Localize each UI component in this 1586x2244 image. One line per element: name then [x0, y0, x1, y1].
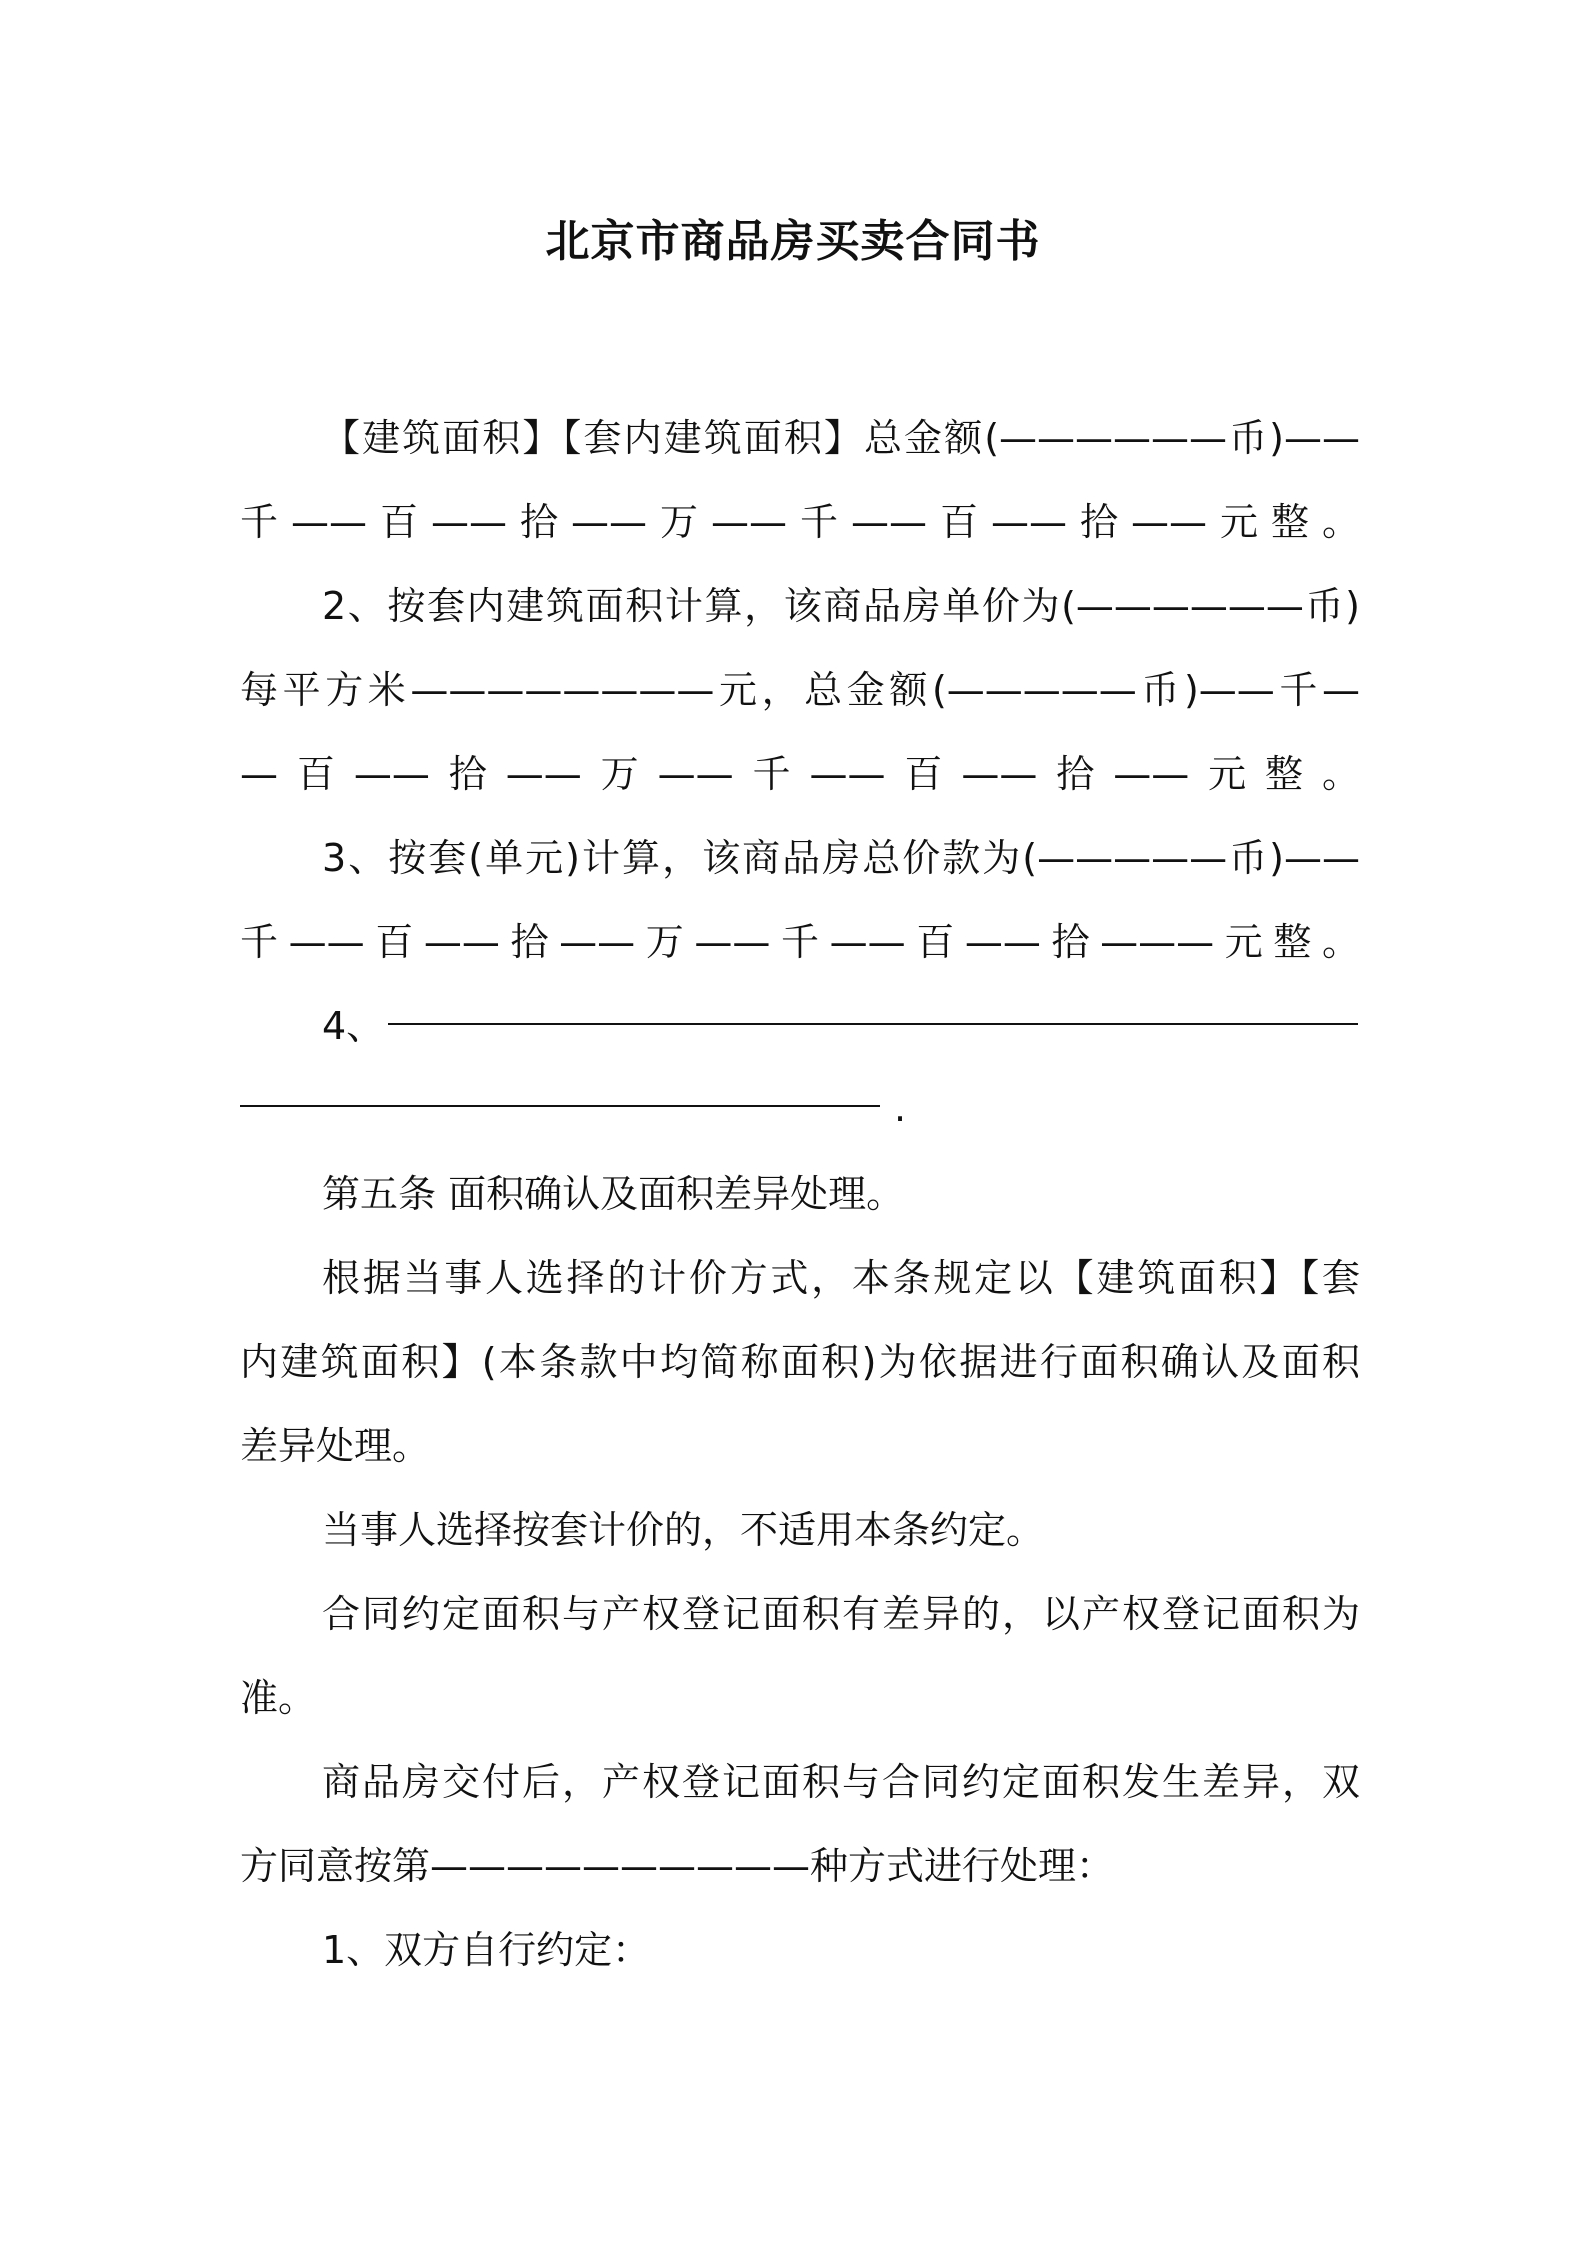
document-title: 北京市商品房买卖合同书 [545, 216, 1041, 267]
line-end-period: . [894, 1086, 907, 1130]
text-line-15: 准。 [240, 1676, 317, 1720]
text-line-5: —百——拾——万——千——百——拾——元整。 [240, 752, 1360, 796]
text-line-14: 合同约定面积与产权登记面积有差异的，以产权登记面积为 [322, 1592, 1360, 1636]
blank-underline-2 [240, 1105, 880, 1107]
blank-underline-1 [388, 1023, 1358, 1025]
text-line-18: 1、双方自行约定： [322, 1928, 651, 1972]
text-line-13: 当事人选择按套计价的，不适用本条约定。 [322, 1508, 1045, 1552]
text-line-17: 方同意按第——————————种方式进行处理： [240, 1844, 1115, 1888]
text-line-1: 【建筑面积】【套内建筑面积】总金额(——————币)—— [322, 416, 1360, 460]
text-line-8-label: 4、 [322, 1004, 385, 1048]
text-line-6: 3、按套(单元)计算，该商品房总价款为(—————币)—— [322, 836, 1360, 880]
text-line-7: 千——百——拾——万——千——百——拾———元整。 [240, 920, 1360, 964]
article-heading: 第五条 面积确认及面积差异处理。 [322, 1172, 905, 1216]
text-line-3: 2、按套内建筑面积计算，该商品房单价为(——————币) [322, 584, 1360, 628]
text-line-10: 根据当事人选择的计价方式，本条规定以【建筑面积】【套 [322, 1256, 1360, 1300]
text-line-12: 差异处理。 [240, 1424, 431, 1468]
text-line-2: 千——百——拾——万——千——百——拾——元整。 [240, 500, 1360, 544]
text-line-4: 每平方米————————元，总金额(—————币)——千— [240, 668, 1360, 712]
text-line-11: 内建筑面积】(本条款中均简称面积)为依据进行面积确认及面积 [240, 1340, 1360, 1384]
text-line-16: 商品房交付后，产权登记面积与合同约定面积发生差异，双 [322, 1760, 1360, 1804]
